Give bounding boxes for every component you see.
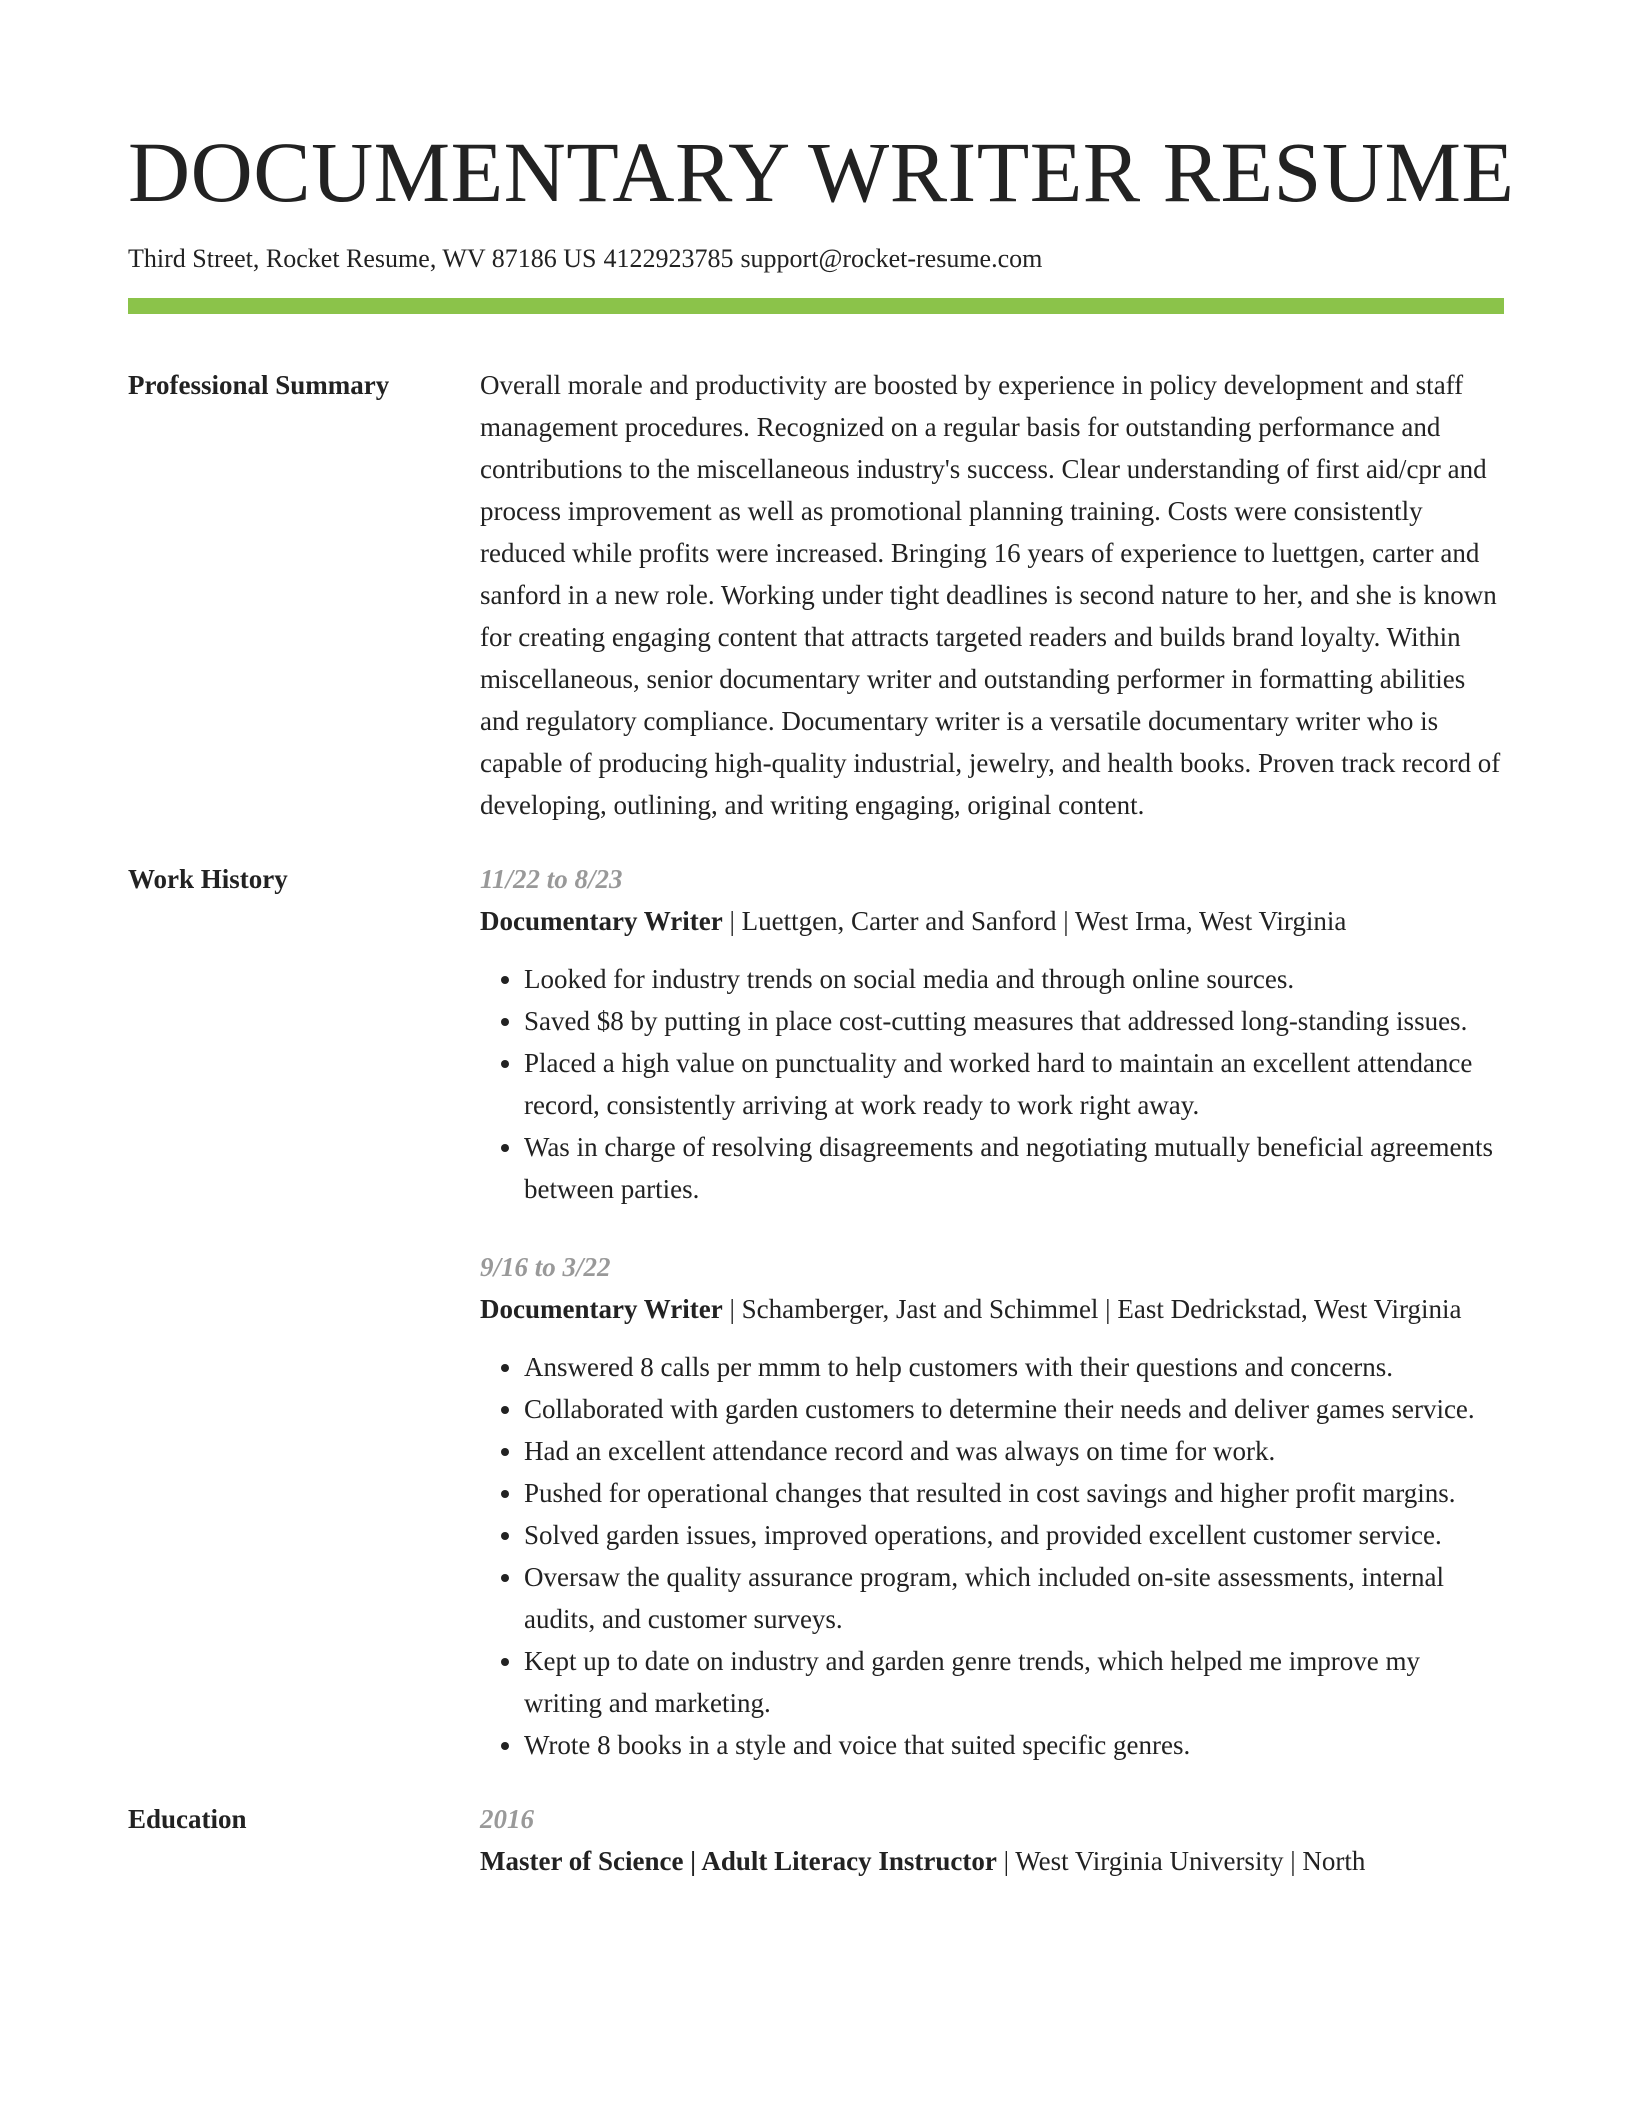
list-item: • Was in charge of resolving disagreements and negotiating mutually beneficial agreements between parties. (524, 1126, 1504, 1210)
job-details: | Schamberger, Jast and Schimmel | East Dedrickstad, West Virginia (722, 1294, 1462, 1324)
job-role-line (480, 1288, 1504, 1330)
summary-heading: Professional Summary (128, 370, 390, 400)
job-dates: 9/16 to 3/22 (480, 1252, 611, 1282)
resume-page (128, 0, 1515, 1882)
list-item: • Solved garden issues, improved operations, and provided excellent customer service. (524, 1514, 1504, 1556)
job-entry (480, 1246, 1504, 1766)
job-role-line (480, 900, 1504, 942)
list-item: • Had an excellent attendance record and was always on time for work. (524, 1430, 1504, 1472)
list-item: • Saved $8 by putting in place cost-cutting measures that addressed long-standing issues. (524, 1000, 1504, 1042)
job-entry (480, 858, 1504, 1210)
job-title: Documentary Writer (480, 1294, 723, 1324)
job-bullets (480, 958, 1504, 1210)
job-details: | Luettgen, Carter and Sanford | West Irma, West Virginia (722, 906, 1347, 936)
list-item: • Pushed for operational changes that resulted in cost savings and higher profit margins. (524, 1472, 1504, 1514)
list-item: • Placed a high value on punctuality and worked hard to maintain an excellent attendance record, consistently arriving at work ready to work right away. (524, 1042, 1504, 1126)
job-title: Documentary Writer (480, 906, 723, 936)
contact-phone: 4122923785 (603, 244, 734, 273)
summary-text: Overall morale and productivity are boosted by experience in policy development and staff management procedures. Recognized on a regular basis for outstanding performance and contributions to the miscellaneous industry's success. Clear understanding of first aid/cpr and process improvement as well as promotional planning training. Costs were consistently reduced while profits were increased. Bringing 16 years of experience to luettgen, carter and sanford in a new role. Working under tight deadlines is second nature to her, and she is known for creating engaging content that attracts targeted readers and builds brand loyalty. Within miscellaneous, senior documentary writer and outstanding performer in formatting abilities and regulatory compliance. Documentary writer is a versatile documentary writer who is capable of producing high-quality industrial, jewelry, and health books. Proven track record of developing, outlining, and writing engaging, original content. (480, 370, 1501, 820)
job-dates: 11/22 to 8/23 (480, 864, 623, 894)
resume-title: DOCUMENTARY WRITER RESUME (128, 124, 1515, 220)
education-dates: 2016 (480, 1804, 534, 1834)
list-item: • Kept up to date on industry and garden genre trends, which helped me improve my writing and marketing. (524, 1640, 1504, 1724)
work-history-section (128, 858, 1504, 1766)
contact-address: Third Street, Rocket Resume, WV 87186 US (128, 244, 597, 273)
list-item: • Wrote 8 books in a style and voice that suited specific genres. (524, 1724, 1504, 1766)
education-section (128, 1798, 1504, 1882)
education-details: | West Virginia University | North (996, 1846, 1366, 1876)
summary-section (128, 364, 1504, 826)
list-item: • Looked for industry trends on social media and through online sources. (524, 958, 1504, 1000)
work-history-heading: Work History (128, 864, 288, 894)
education-degree: Master of Science | Adult Literacy Instructor (480, 1846, 997, 1876)
list-item: • Oversaw the quality assurance program, which included on-site assessments, internal audits, and customer surveys. (524, 1556, 1504, 1640)
list-item: • Answered 8 calls per mmm to help customers with their questions and concerns. (524, 1346, 1504, 1388)
list-item: • Collaborated with garden customers to determine their needs and deliver games service. (524, 1388, 1504, 1430)
job-bullets (480, 1346, 1504, 1766)
contact-email: support@rocket-resume.com (740, 244, 1043, 273)
accent-divider (128, 298, 1504, 314)
education-heading: Education (128, 1804, 247, 1834)
education-line (480, 1840, 1504, 1882)
contact-line (128, 242, 1504, 276)
